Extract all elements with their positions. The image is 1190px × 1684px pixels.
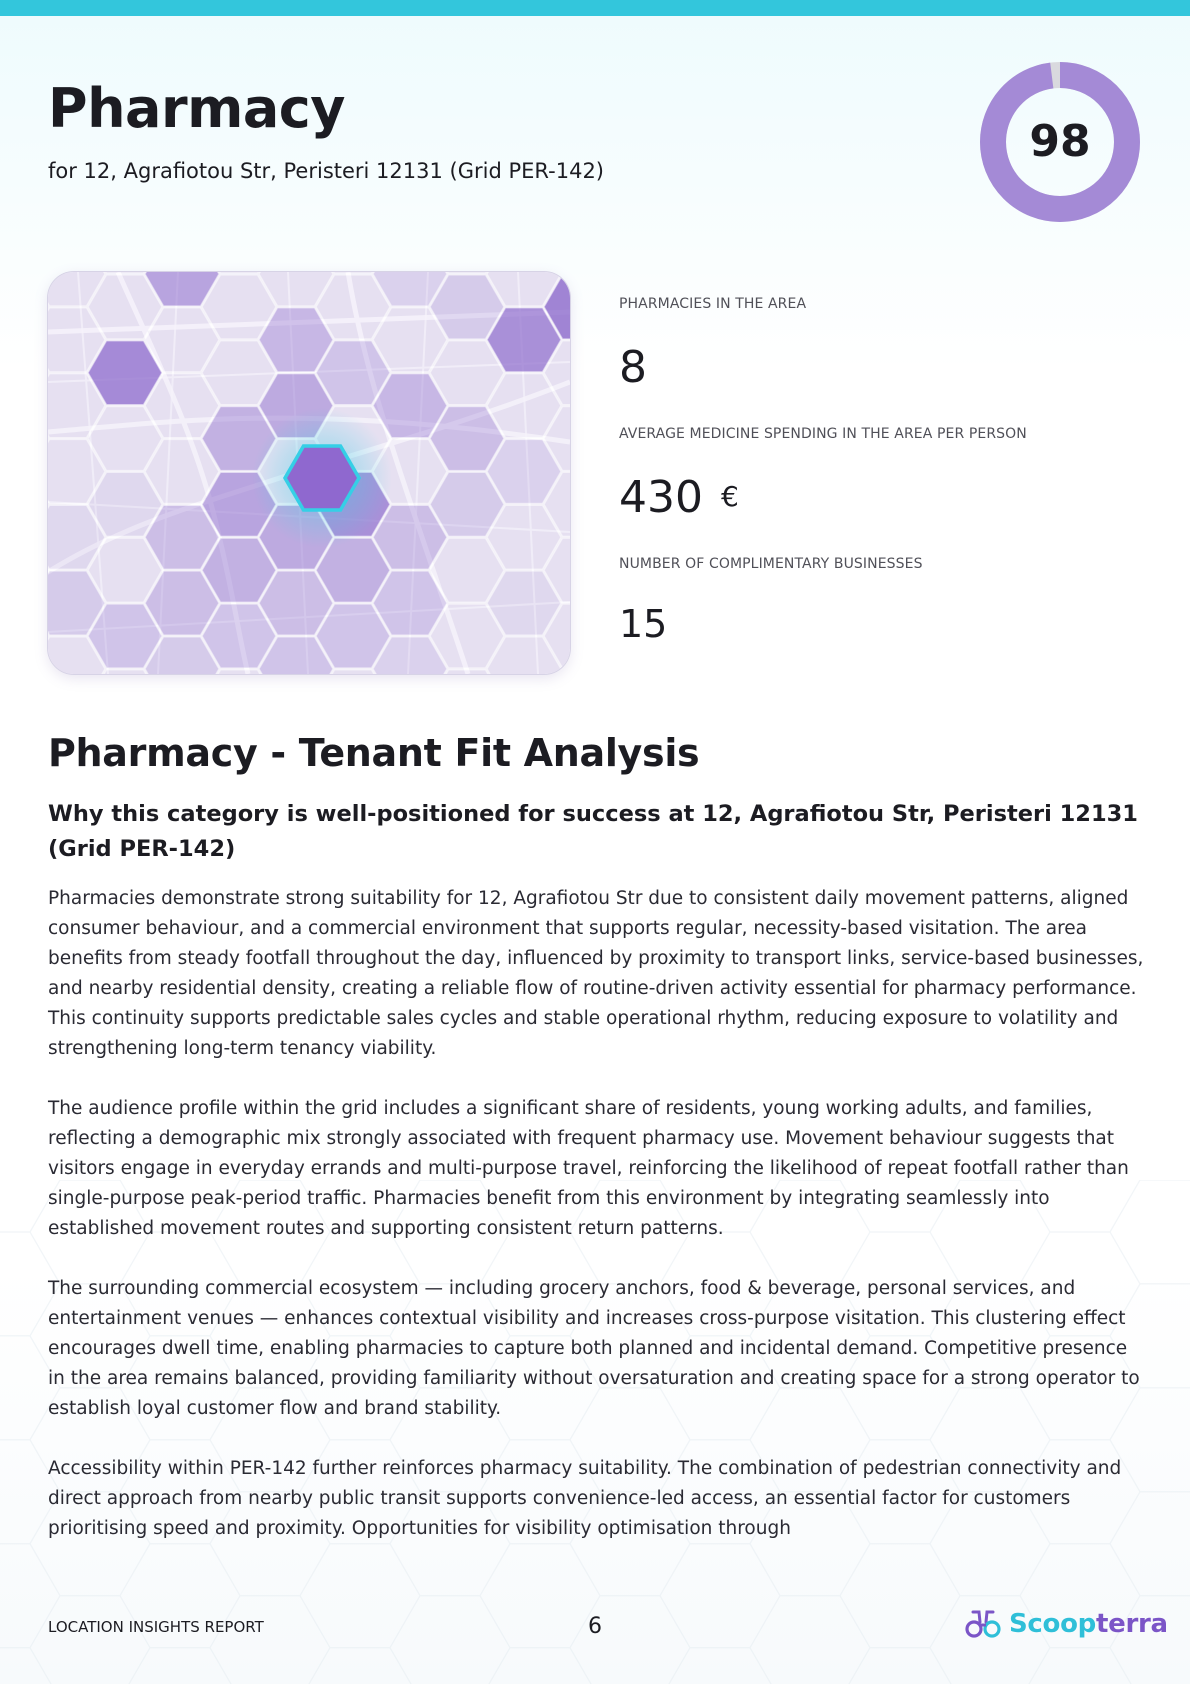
background-hex xyxy=(750,1596,870,1684)
page-title: Pharmacy xyxy=(48,77,346,140)
currency-unit: € xyxy=(720,480,739,513)
background-hex xyxy=(840,1648,960,1684)
background-hex xyxy=(390,1596,510,1684)
analysis-paragraph: Pharmacies demonstrate strong suitability for 12, Agrafiotou Str due to consistent daily movement patterns, aligned consumer behaviour, and a commercial environment that supports regular, necessity-based visitation. The area benefits from steady footfall throughout the day, influenced by proximity to transport links, service-based businesses, and nearby residential density, creating a reliable flow of routine-driven activity essential for pharmacy performance. This continuity supports predictable sales cycles and stable operational rhythm, reducing exposure to volatility and strengthening long-term tenancy viability. xyxy=(48,888,1144,1059)
brand-name-part2: terra xyxy=(1095,1609,1168,1639)
stat-value-complimentary: 15 xyxy=(619,602,668,646)
analysis-paragraph: The surrounding commercial ecosystem — including grocery anchors, food & beverage, personal services, and entertainment venues — enhances contextual visibility and increases cross-purpose visitation. This clustering effect encourages dwell time, enabling pharmacies to capture both planned and incidental demand. Competitive presence in the area remains balanced, providing familiarity without oversaturation and creating space for a strong operator to establish loyal customer flow and brand stability. xyxy=(48,1278,1140,1419)
analysis-body xyxy=(48,884,1148,1574)
page-number: 6 xyxy=(588,1614,602,1639)
background-hex xyxy=(660,1648,780,1684)
background-hex xyxy=(1020,1648,1140,1684)
page-subtitle: for 12, Agrafiotou Str, Peristeri 12131 (Grid PER-142) xyxy=(48,159,604,183)
footer-report-label: LOCATION INSIGHTS REPORT xyxy=(48,1618,264,1636)
score-gauge xyxy=(980,62,1140,222)
top-accent-bar xyxy=(0,0,1190,16)
stat-label-pharmacies: PHARMACIES IN THE AREA xyxy=(619,296,807,312)
binoculars-icon xyxy=(965,1608,1001,1640)
analysis-paragraph: The audience profile within the grid includes a significant share of residents, young working adults, and families, reflecting a demographic mix strongly associated with frequent pharmacy use. Movement behaviour suggests that visitors engage in everyday errands and multi-purpose travel, reinforcing the likelihood of repeat footfall rather than single-purpose peak-period traffic. Pharmacies benefit from this environment by integrating seamlessly into established movement routes and supporting consistent return patterns. xyxy=(48,1098,1129,1239)
stat-value-pharmacies: 8 xyxy=(619,342,647,393)
analysis-paragraph: Accessibility within PER-142 further reinforces pharmacy suitability. The combination of pedestrian connectivity and direct approach from nearby public transit supports convenience-led access, an essential factor for customers prioritising speed and proximity. Opportunities for visibility optimisation through xyxy=(48,1458,1122,1539)
brand-name xyxy=(1009,1609,1168,1639)
selected-hex-cell[interactable] xyxy=(285,446,359,510)
score-value: 98 xyxy=(1029,116,1091,167)
background-hex xyxy=(120,1648,240,1684)
stat-value-medicine-spending xyxy=(619,472,739,523)
section-subheading: Why this category is well-positioned for success at 12, Agrafiotou Str, Peristeri 12131 (Grid PER-142) xyxy=(48,801,1138,862)
hex-grid-map[interactable] xyxy=(48,272,570,674)
background-hex xyxy=(210,1596,330,1684)
brand-name-part1: Scoop xyxy=(1009,1609,1096,1639)
section-heading: Pharmacy - Tenant Fit Analysis xyxy=(48,731,700,775)
stat-number: 430 xyxy=(619,472,703,523)
background-hex xyxy=(480,1648,600,1684)
background-hex xyxy=(30,1596,150,1684)
background-hex xyxy=(300,1648,420,1684)
stat-label-complimentary: NUMBER OF COMPLIMENTARY BUSINESSES xyxy=(619,556,923,572)
brand-logo xyxy=(965,1604,1168,1644)
background-hex xyxy=(570,1596,690,1684)
stat-label-medicine-spending: AVERAGE MEDICINE SPENDING IN THE AREA PER PERSON xyxy=(619,426,1027,442)
background-hex xyxy=(0,1648,60,1684)
